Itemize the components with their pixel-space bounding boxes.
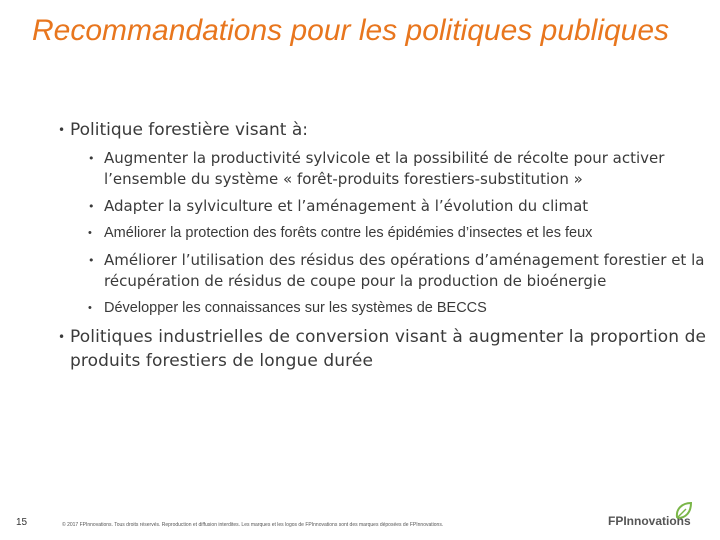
sub-bullet-beccs (88, 298, 718, 319)
copyright-notice: © 2017 FPInnovations. Tous droits réservés. Reproduction et diffusion interdites. Les marques et les logos de FPInnovations sont des marques déposées de FPInnovations. (62, 522, 444, 528)
logo-text: FPInnovations (608, 514, 691, 528)
bullet-industrial-policy (58, 325, 718, 373)
sub-bullet-text: Développer les connaissances sur les systèmes de BECCS (104, 300, 487, 316)
sub-bullet-text: Adapter la sylviculture et l’aménagement à l’évolution du climat (104, 197, 589, 215)
sub-bullet-text: Améliorer la protection des forêts contre les épidémies d’insectes et les feux (104, 225, 593, 241)
sub-bullet-productivity (88, 148, 718, 190)
bullet-text: • Politiques industrielles de conversion visant à augmenter la proportion de produits forestiers de longue durée (70, 327, 707, 371)
sub-bullet-residues (88, 250, 718, 292)
sub-bullet-text: Améliorer l’utilisation des résidus des opérations d’aménagement forestier et la récupération de résidus de coupe pour la production de bioénergie (104, 251, 705, 290)
bullet-text: • Politique forestière visant à: (70, 120, 308, 140)
fpinnovations-logo (606, 500, 698, 532)
bullet-forest-policy (58, 118, 718, 142)
page-number: 15 (16, 517, 28, 528)
sub-bullet-list (88, 148, 718, 319)
bullet-list (58, 118, 718, 373)
slide-title: Recommandations pour les politiques publiques (32, 14, 670, 47)
sub-bullet-text: Augmenter la productivité sylvicole et la possibilité de récolte pour activer l’ensemble du système « forêt-produits forestiers-substitution » (104, 149, 665, 188)
sub-bullet-protection (88, 223, 718, 244)
sub-bullet-adaptation (88, 196, 718, 217)
